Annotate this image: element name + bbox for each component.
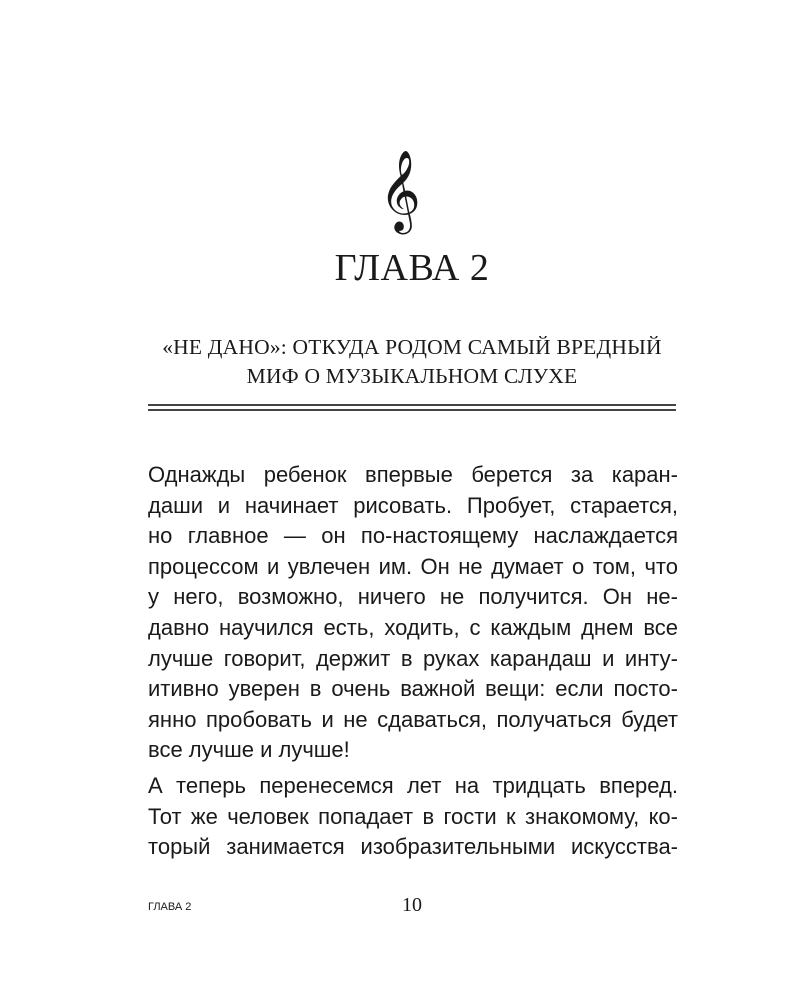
text-line: даши и начинает рисовать. Пробует, старается, [148, 492, 678, 518]
page-number: 10 [402, 894, 422, 916]
text-line: давно научился есть, ходить, с каждым днем все [148, 614, 678, 640]
paragraph [148, 771, 678, 863]
text-line: торый занимается изобразительными искусства- [148, 834, 678, 860]
text-line: А теперь перенесемся лет на тридцать вперед. [148, 772, 678, 798]
divider-line [148, 409, 676, 411]
chapter-title: ГЛАВА 2 [334, 247, 490, 289]
text-line: янно пробовать и не сдаваться, получаться будет [148, 706, 678, 732]
divider-line [148, 404, 676, 406]
text-line: у него, возможно, ничего не получится. Он не- [148, 584, 678, 610]
running-head: ГЛАВА 2 [148, 901, 192, 913]
chapter-subtitle-line: МИФ О МУЗЫКАЛЬНОМ СЛУХЕ [246, 364, 578, 388]
text-line: но главное — он по-настоящему наслаждается [148, 523, 678, 549]
text-line: итивно уверен в очень важной вещи: если посто- [148, 676, 678, 702]
text-line: лучше говорит, держит в руках карандаш и инту- [148, 645, 678, 671]
text-line: Тот же человек попадает в гости к знакомому, ко- [148, 803, 678, 829]
text-line: процессом и увлечен им. Он не думает о том, что [148, 553, 678, 579]
treble-clef-icon: 𝄞 [379, 149, 421, 231]
paragraph [148, 460, 678, 766]
chapter-subtitle-line: «НЕ ДАНО»: ОТКУДА РОДОМ САМЫЙ ВРЕДНЫЙ [162, 335, 662, 359]
text-line: все лучше и лучше! [148, 737, 350, 763]
text-line: Однажды ребенок впервые берется за каран- [148, 462, 678, 487]
chapter-subtitle [140, 333, 684, 391]
body-text [148, 460, 678, 863]
